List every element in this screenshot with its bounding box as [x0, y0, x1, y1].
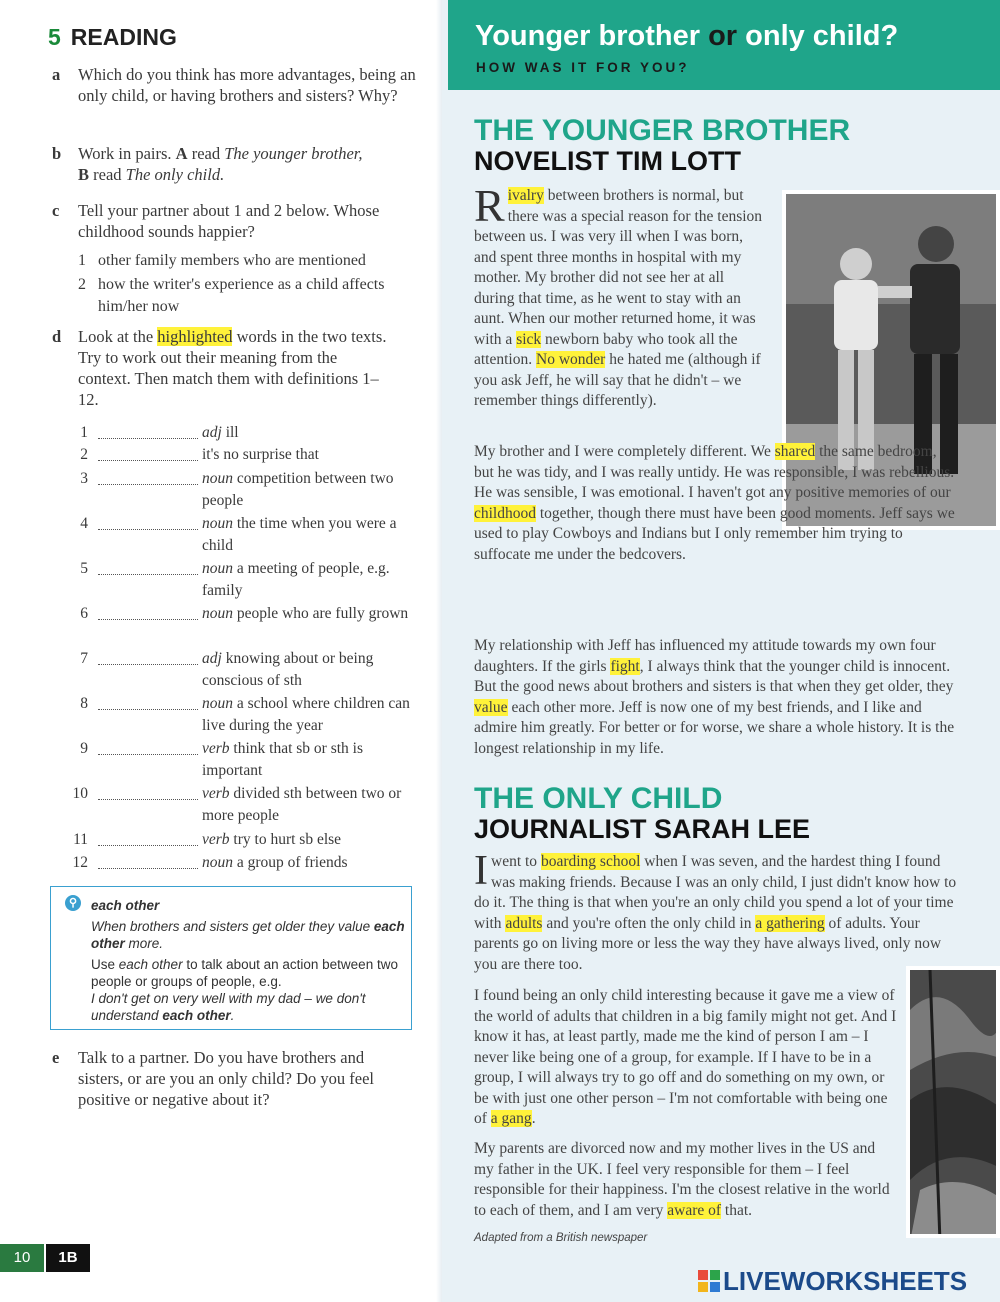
- photo-wrap-spacer: [782, 438, 1000, 532]
- drop-cap: I: [474, 848, 488, 894]
- panel-header: [448, 0, 1000, 90]
- article1-paragraph-3: My relationship with Jeff has influenced my attitude towards my own four daughters. If the girls fight, I always think that the younger child is innocent. But the good news about brothers and sisters is that when they get older, they value each other more. Jeff is now one of my best friends, and I like and admire him greatly. For better or for worse, we share a whole history. It is the longest relationship in my life.: [474, 637, 955, 757]
- liveworksheets-logo-icon: [698, 1270, 720, 1292]
- definition-text: noun a school where children can live during the year: [202, 695, 410, 734]
- drop-cap: R: [474, 180, 505, 231]
- definition-row: [66, 422, 426, 444]
- definition-number: 4: [80, 515, 88, 532]
- definition-number: 6: [80, 605, 88, 622]
- answer-blank[interactable]: [98, 664, 198, 665]
- answer-blank[interactable]: [98, 845, 198, 846]
- info-heading: each other: [91, 898, 160, 913]
- definition-row: [66, 738, 426, 782]
- definition-number: 12: [72, 854, 88, 871]
- answer-blank[interactable]: [98, 460, 198, 461]
- definition-number: 9: [80, 740, 88, 757]
- article2-paragraph-1: I went to boarding school when I was seven, and the hardest thing I found was making friends. Because I was an only child, I just didn't know how to do it. The thing is that when you're an only child you spend a lot of your time with adults and you're often the only child in a gathering of adults. Your parents go on living more or less the way they have always lived, only now you are there too.: [474, 848, 957, 973]
- liveworksheets-watermark: LIVEWORKSHEETS: [698, 1266, 998, 1298]
- definition-text: noun a meeting of people, e.g. family: [202, 560, 390, 599]
- definition-text: verb divided sth between two or more people: [202, 785, 402, 824]
- question-letter: c: [52, 201, 60, 220]
- definition-number: 2: [80, 446, 88, 463]
- answer-blank[interactable]: [98, 574, 198, 575]
- question-text: Talk to a partner. Do you have brothers and sisters, or are you an only child? Do you feel positive or negative about it?: [78, 1048, 375, 1109]
- definition-text: noun a group of friends: [202, 854, 348, 871]
- definition-row: [66, 603, 426, 625]
- definition-row: [66, 829, 426, 851]
- article2-paragraph-2: I found being an only child interesting because it gave me a view of the world of adults that children in a big family might not get. And I know it has, at least partly, made me the kind of person I am – I never like being one of a group, for example. If I have to be in a group, I will always try to go off and do something on my own, or be with just one other person – I'm not comfortable with being one of a gang.: [474, 987, 897, 1127]
- definition-text: noun competition between two people: [202, 470, 394, 509]
- article-kicker: THE ONLY CHILD: [474, 782, 723, 815]
- article-author: NOVELIST TIM LOTT: [474, 146, 741, 176]
- answer-blank[interactable]: [98, 438, 198, 439]
- question-e: [52, 1047, 412, 1110]
- article2-heading: [474, 784, 810, 844]
- article1-heading: [474, 116, 850, 176]
- article1-paragraph-2: My brother and I were completely different. We shared the same bedroom, but he was tidy, and I was really untidy. He was responsible, I was rebellious. He was sensible, I was emotional. I haven't got any positive memories of our childhood together, though there must have been good moments. Jeff says we used to play Cowboys and Indians but I only remember him trying to suffocate me under the bedcovers.: [474, 443, 955, 563]
- definition-number: 7: [80, 650, 88, 667]
- answer-blank[interactable]: [98, 709, 198, 710]
- question-letter: a: [52, 65, 61, 84]
- answer-blank[interactable]: [98, 799, 198, 800]
- definition-text: adj ill: [202, 424, 239, 441]
- question-text: Tell your partner about 1 and 2 below. Whose childhood sounds happier?: [78, 201, 380, 241]
- article-author: JOURNALIST SARAH LEE: [474, 814, 811, 844]
- unit-label: 1B: [46, 1244, 90, 1272]
- definition-text: it's no surprise that: [202, 446, 319, 463]
- definition-number: 8: [80, 695, 88, 712]
- section-title: READING: [70, 24, 177, 50]
- section-number: 5: [48, 24, 61, 50]
- definition-text: noun people who are fully grown: [202, 605, 409, 622]
- question-a: [52, 64, 422, 106]
- definition-number: 11: [73, 831, 88, 848]
- article-kicker: THE YOUNGER BROTHER: [474, 114, 851, 147]
- question-c: [52, 200, 422, 242]
- answer-blank[interactable]: [98, 754, 198, 755]
- article1-paragraph-1: Rivalry between brothers is normal, but there was a special reason for the tension between us. I was very ill when I was born, and spent three months in hospital with my mother. My brother did not see her at all during that time, as he went to stay with an aunt. When our mother returned home, it was with a sick newborn baby who took all the attention. No wonder he hated me (although if you ask Jeff, he will say that he didn't – we remember things differently).: [474, 180, 763, 409]
- question-d: [52, 326, 392, 410]
- page-number: 10: [0, 1244, 44, 1272]
- question-letter: e: [52, 1048, 60, 1067]
- definition-row: [66, 783, 426, 827]
- answer-blank[interactable]: [98, 868, 198, 869]
- definition-row: [66, 444, 426, 466]
- magnifier-icon: ⚲: [65, 895, 81, 911]
- list-item: 2 how the writer's experience as a child affects him/her now: [78, 276, 385, 315]
- definition-row: [66, 558, 426, 602]
- question-letter: b: [52, 144, 62, 163]
- answer-blank[interactable]: [98, 529, 198, 530]
- garden-photo: [906, 966, 1000, 1238]
- definition-number: 5: [80, 560, 88, 577]
- panel-subtitle: HOW WAS IT FOR YOU?: [476, 60, 690, 75]
- definition-text: verb try to hurt sb else: [202, 831, 342, 848]
- answer-blank[interactable]: [98, 484, 198, 485]
- definition-row: [66, 693, 426, 737]
- definition-row: [66, 513, 426, 557]
- question-b: [52, 143, 422, 185]
- section-heading: [48, 24, 177, 51]
- source-credit: Adapted from a British newspaper: [474, 1232, 648, 1244]
- question-letter: d: [52, 327, 62, 346]
- panel-title: Younger brother or only child?: [475, 20, 899, 52]
- question-text: Which do you think has more advantages, being an only child, or having brothers and sisters? Why?: [78, 65, 416, 105]
- definition-row: [66, 648, 426, 692]
- definition-number: 10: [72, 785, 88, 802]
- grammar-info-box: ⚲ each other When brothers and sisters get older they value each other more. Use each other to talk about an action between two people or groups of people, e.g. I don't get on very well with my dad – we don't understand each other.: [50, 886, 412, 1030]
- definition-text: verb think that sb or sth is important: [202, 740, 364, 779]
- definition-text: noun the time when you were a child: [202, 515, 397, 554]
- definition-text: adj knowing about or being conscious of sth: [202, 650, 374, 689]
- answer-blank[interactable]: [98, 619, 198, 620]
- definition-row: [66, 468, 426, 512]
- definition-number: 1: [80, 424, 88, 441]
- list-item: 1 other family members who are mentioned: [78, 252, 366, 269]
- definition-number: 3: [80, 470, 88, 487]
- definition-row: [66, 852, 426, 874]
- question-text: Work in pairs. A read The younger brother, B read The only child.: [78, 144, 363, 184]
- question-text: Look at the highlighted words in the two texts. Try to work out their meaning from the context. Then match them with definitions 1–12.: [78, 327, 387, 409]
- article2-paragraph-3: My parents are divorced now and my mother lives in the US and my father in the UK. I feel very responsible for them – I feel responsible for their happiness. I'm the closest relative in the world to each of them, and I am very aware of that.: [474, 1140, 890, 1219]
